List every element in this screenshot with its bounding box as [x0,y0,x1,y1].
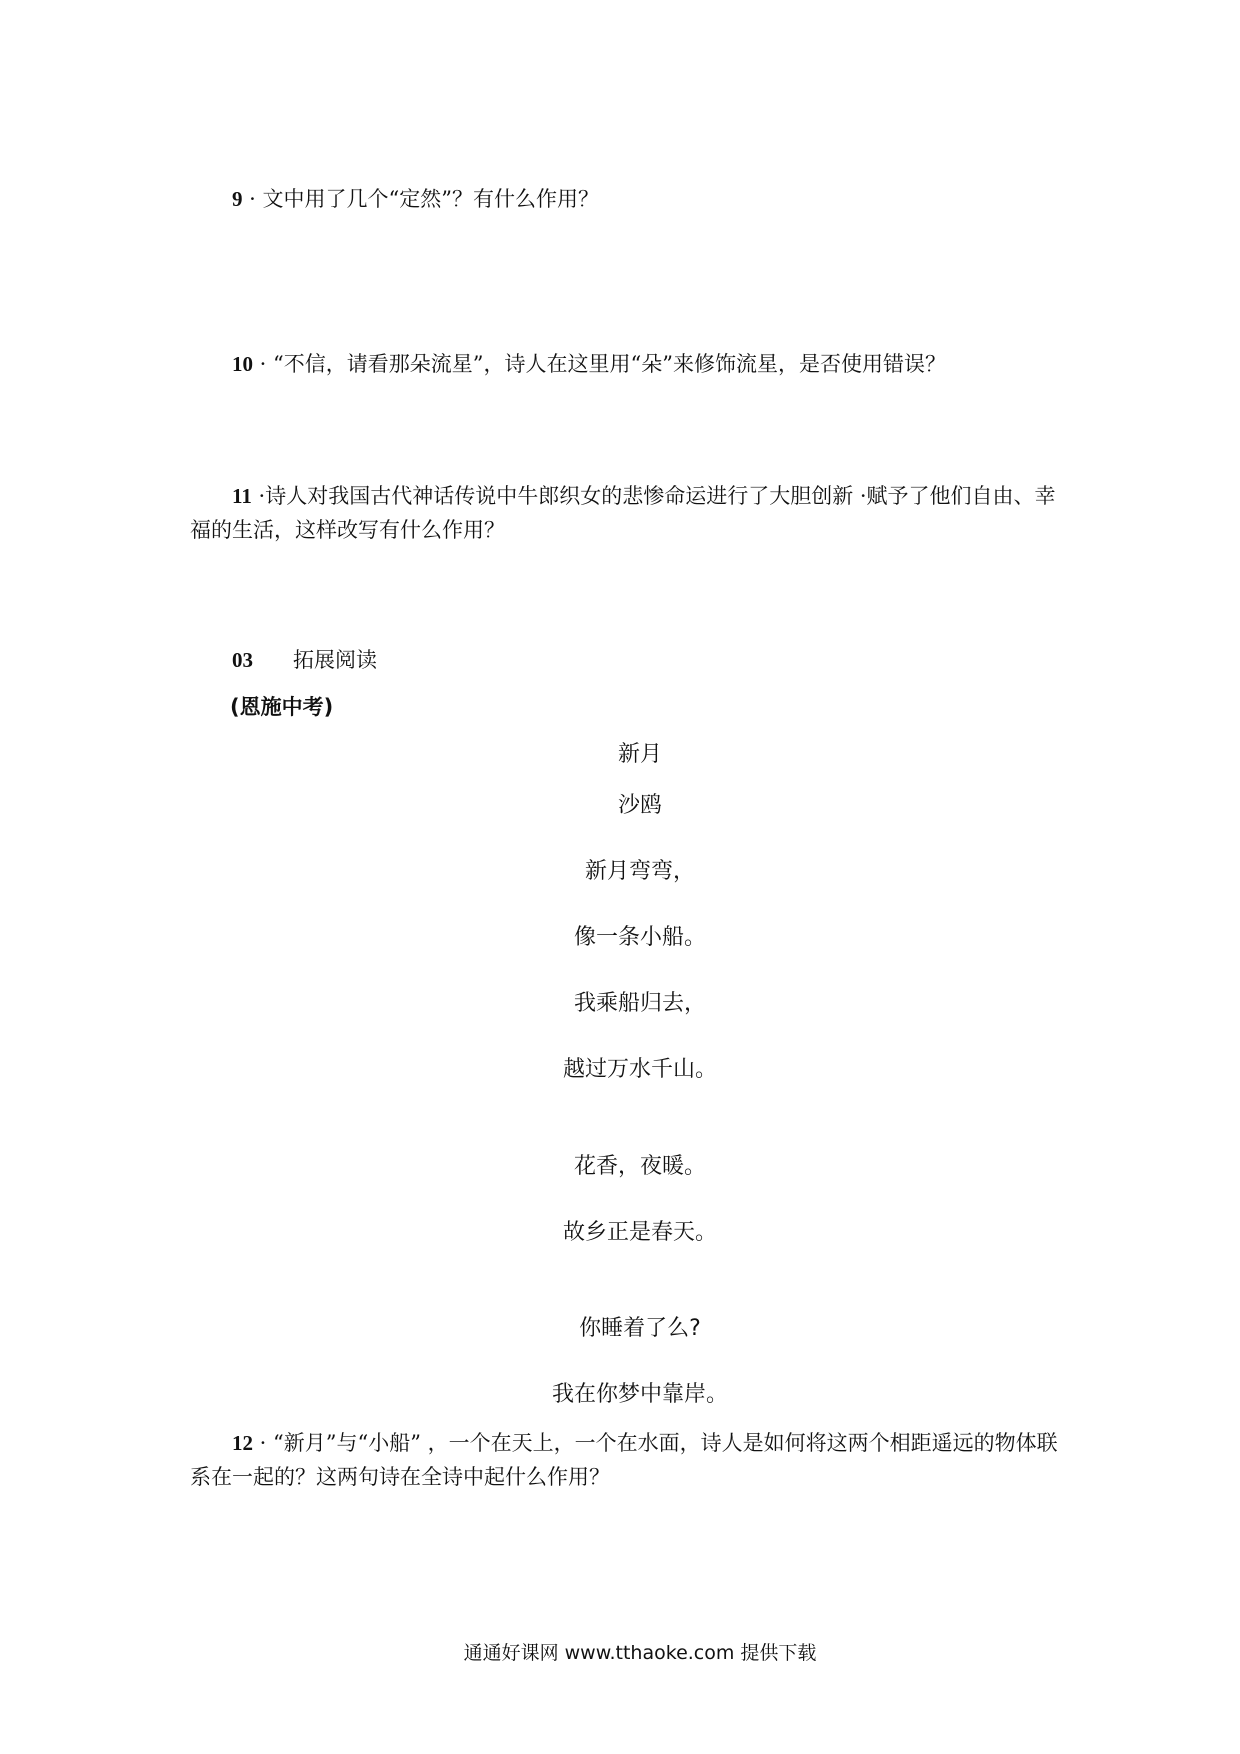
question-text: 文中用了几个“定然”？有什么作用？ [262,187,600,211]
poem-line: 故乡正是春天。 [562,1220,717,1245]
poem-line: 我乘船归去， [573,991,706,1016]
poem-line: 像一条小船。 [573,925,706,950]
section-number: 03 [232,648,253,672]
poem-line: 越过万水千山。 [562,1057,717,1082]
question-text: “不信，请看那朵流星”，诗人在这里用“朵”来修饰流星，是否使用错误？ [273,352,946,376]
page-footer: 通通好课网 www.tthaoke.com 提供下载 [463,1642,817,1664]
poem-line: 新月弯弯， [584,859,695,884]
section-heading [232,645,377,675]
source-note: (恩施中考) [230,695,334,719]
question-number: 12 [232,1431,253,1455]
question-10 [190,347,1060,381]
question-number: 9 [232,187,243,211]
question-12 [190,1426,1060,1494]
section-title: 拓展阅读 [293,648,377,672]
question-separator: · [242,187,263,211]
poem-line: 花香，夜暖。 [573,1154,706,1179]
question-text: 诗人对我国古代神话传说中牛郎织女的悲惨命运进行了大胆创新 ·赋予了他们自由、幸福的生活，这样改写有什么作用？ [190,484,1056,542]
question-number: 11 [232,484,252,508]
poem-line: 我在你梦中靠岸。 [551,1382,728,1407]
poem-line: 你睡着了么? [579,1316,701,1341]
question-separator: · [251,484,266,508]
poem-title: 新月 [617,742,662,767]
question-separator: · [253,352,274,376]
question-11 [190,479,1060,547]
question-9 [190,182,1060,216]
poem-author: 沙鸥 [617,793,662,818]
question-text: “新月”与“小船” ，一个在天上，一个在水面，诗人是如何将这两个相距遥远的物体联系在一起的？这两句诗在全诗中起什么作用？ [190,1431,1058,1489]
question-separator: · [253,1431,274,1455]
question-number: 10 [232,352,253,376]
